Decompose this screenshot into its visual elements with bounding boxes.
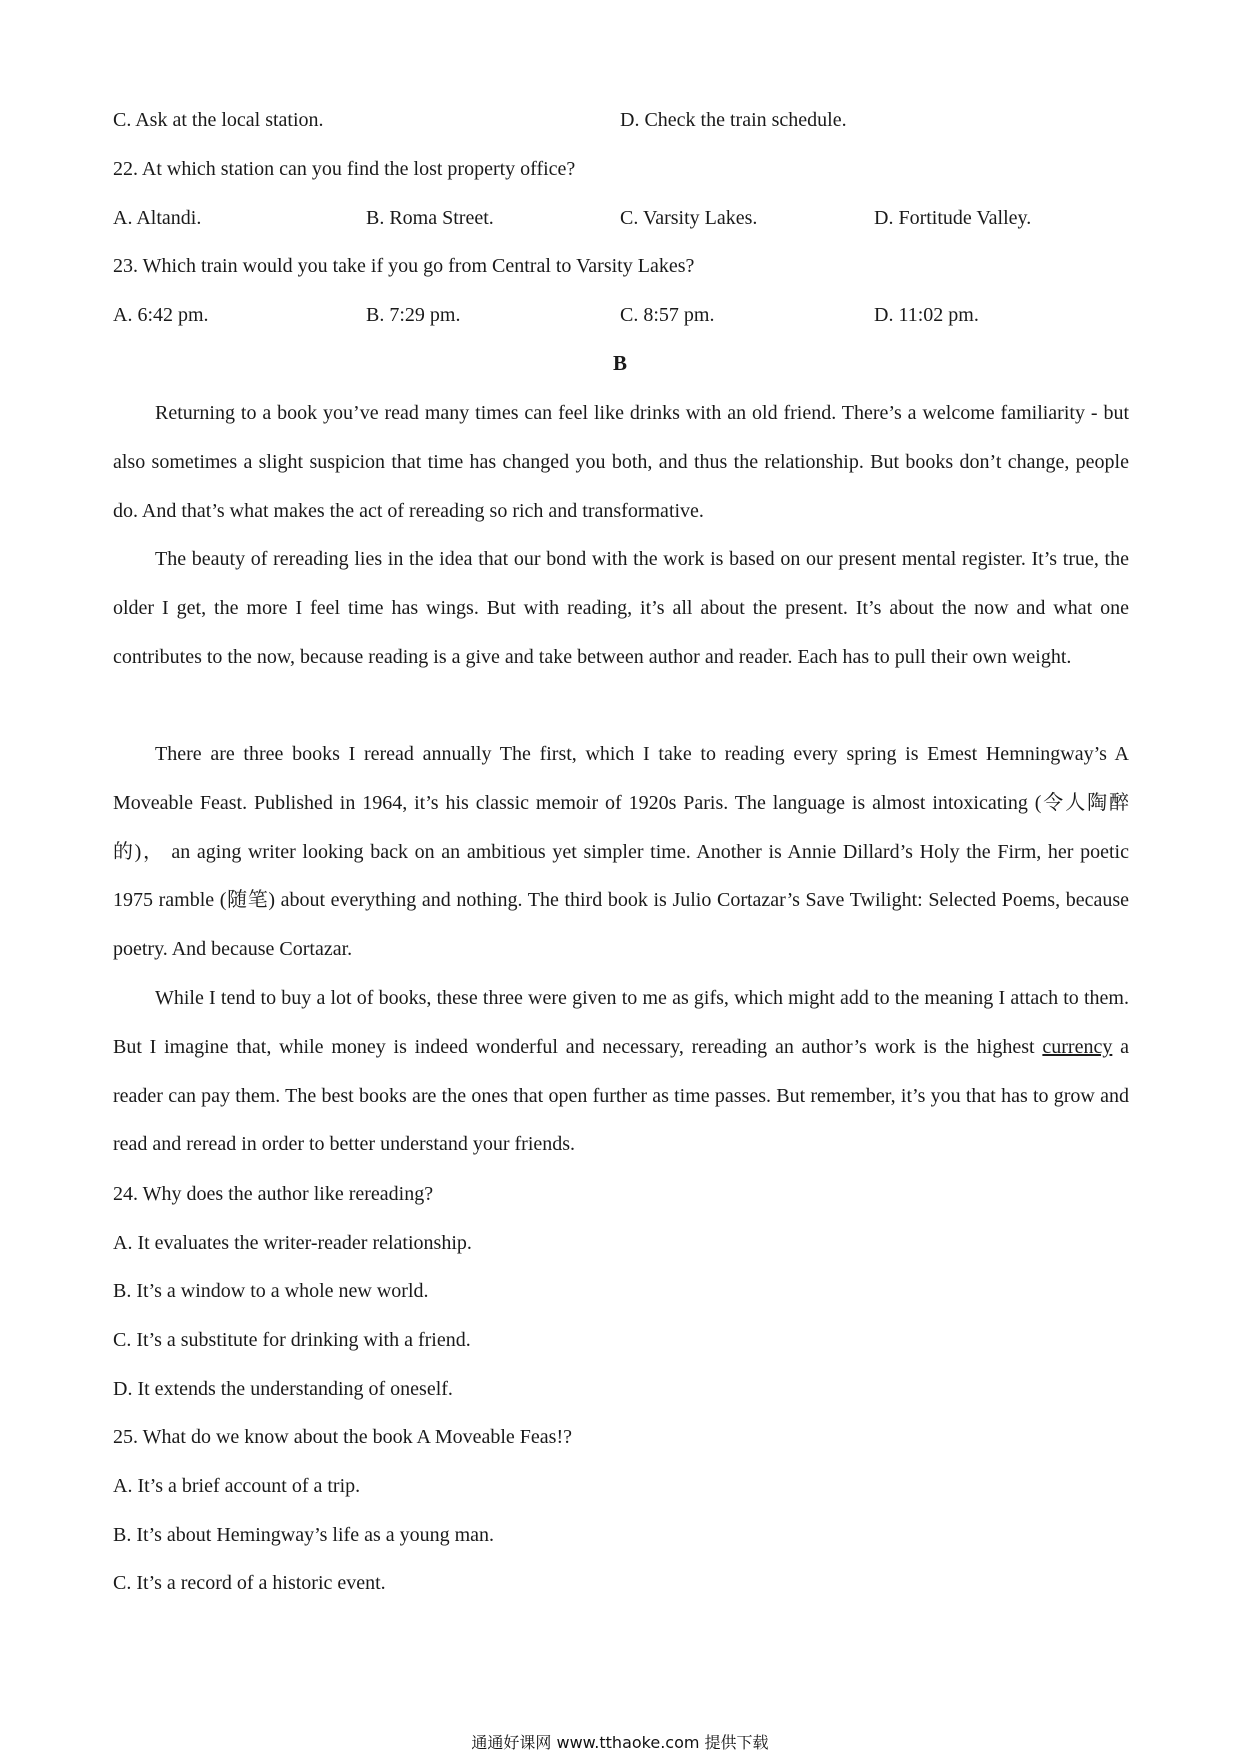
passage-paragraph-4 <box>113 974 1129 1169</box>
q22-option-c: C. Varsity Lakes. <box>620 207 758 229</box>
paragraph-4-text-before: While I tend to buy a lot of books, these three were given to me as gifs, which might add to the meaning I attach to them. But I imagine that, while money is indeed wonderful and necessary, rereading an author’s work is the highest <box>113 987 1129 1058</box>
q25-question: 25. What do we know about the book A Moveable Feas!? <box>113 1426 572 1448</box>
q25-option-c: C. It’s a record of a historic event. <box>113 1572 386 1594</box>
passage-paragraph-2: The beauty of rereading lies in the idea that our bond with the work is based on our present mental register. It’s true, the older I get, the more I feel time has wings. But with reading, it’s all about the present. It’s about the now and what one contributes to the now, because reading is a give and take between author and reader. Each has to pull their own weight. <box>113 548 1129 668</box>
q22-option-d: D. Fortitude Valley. <box>874 207 1032 229</box>
q21-option-c: C. Ask at the local station. <box>113 109 324 131</box>
q23-question: 23. Which train would you take if you go from Central to Varsity Lakes? <box>113 255 695 277</box>
q22-option-a: A. Altandi. <box>113 207 202 229</box>
q23-option-d: D. 11:02 pm. <box>874 304 979 326</box>
q23-option-b: B. 7:29 pm. <box>366 304 461 326</box>
page-footer: 通通好课网 www.tthaoke.com 提供下载 <box>471 1733 769 1752</box>
underlined-word-currency: currency <box>1042 1035 1113 1058</box>
q24-option-a: A. It evaluates the writer-reader relationship. <box>113 1232 472 1254</box>
q24-option-d: D. It extends the understanding of oneself. <box>113 1378 453 1400</box>
q24-option-c: C. It’s a substitute for drinking with a friend. <box>113 1329 471 1351</box>
q25-option-b: B. It’s about Hemingway’s life as a young man. <box>113 1524 495 1546</box>
passage-paragraph-1: Returning to a book you’ve read many times can feel like drinks with an old friend. There’s a welcome familiarity - but also sometimes a slight suspicion that time has changed you both, and thus the relationship. But books don’t change, people do. And that’s what makes the act of rereading so rich and transformative. <box>113 402 1129 522</box>
q21-option-d: D. Check the train schedule. <box>620 109 847 131</box>
paragraph-4-text-after: a reader can pay them. The best books are the ones that open further as time passes. But remember, it’s you that has to grow and read and reread in order to better understand your friends. <box>113 1035 1129 1156</box>
q24-option-b: B. It’s a window to a whole new world. <box>113 1280 429 1302</box>
q23-option-a: A. 6:42 pm. <box>113 304 209 326</box>
section-heading: B <box>612 351 627 375</box>
q24-question: 24. Why does the author like rereading? <box>113 1183 434 1205</box>
q22-question: 22. At which station can you find the lost property office? <box>113 158 576 180</box>
q22-option-b: B. Roma Street. <box>366 207 494 229</box>
passage-paragraph-3: There are three books I reread annually The first, which I take to reading every spring is Emest Hemningway’s A Moveable Feast. Published in 1964, it’s his classic memoir of 1920s Paris. The language is almost intoxicating (令人陶醉的)， an aging writer looking back on an ambitious yet simpler time. Another is Annie Dillard’s Holy the Firm, her poetic 1975 ramble (随笔) about everything and nothing. The third book is Julio Cortazar’s Save Twilight: Selected Poems, because poetry. And because Cortazar. <box>113 743 1129 961</box>
q23-option-c: C. 8:57 pm. <box>620 304 715 326</box>
q25-option-a: A. It’s a brief account of a trip. <box>113 1475 361 1497</box>
